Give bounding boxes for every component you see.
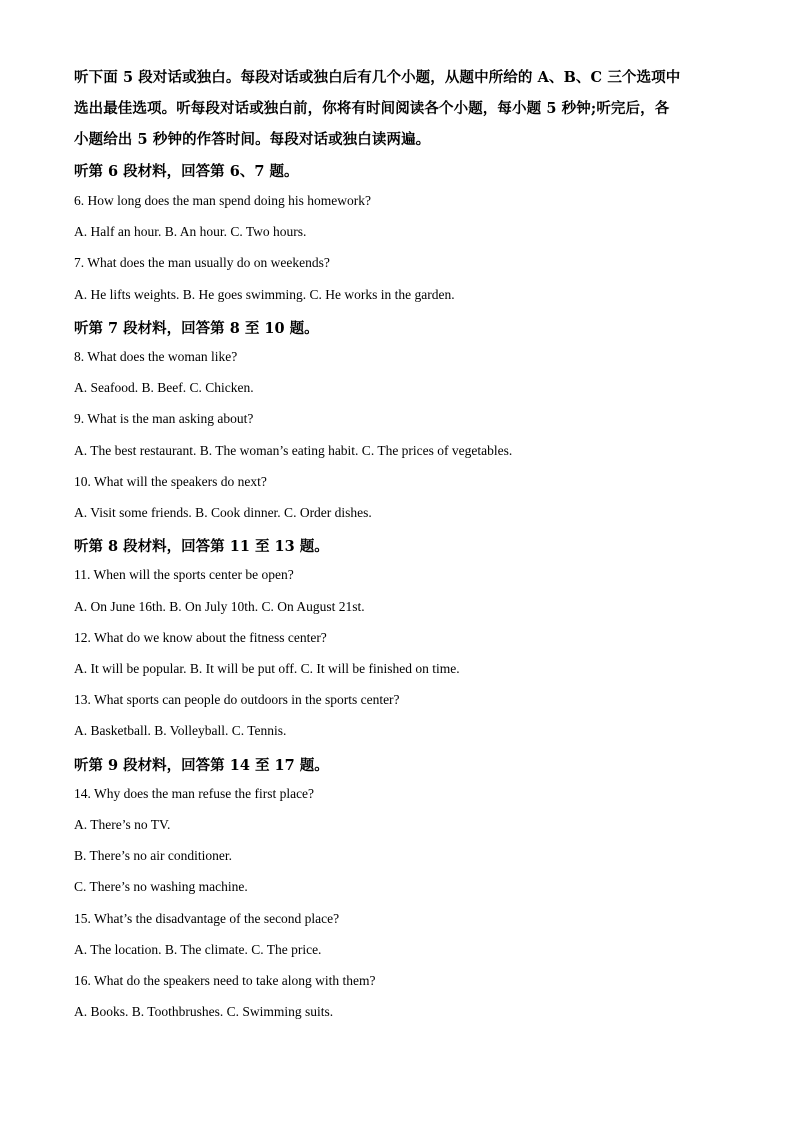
options-10: A. Visit some friends. B. Cook dinner. C. Order dishes. (74, 505, 372, 520)
question-8: 8. What does the woman like? (74, 349, 238, 364)
options-7: A. He lifts weights. B. He goes swimming. C. He works in the garden. (74, 287, 455, 302)
section-heading-6: 听第 6 段材料，回答第 6、7 题。 (74, 163, 299, 180)
question-10: 10. What will the speakers do next? (74, 474, 267, 489)
options-16: A. Books. B. Toothbrushes. C. Swimming suits. (74, 1004, 334, 1019)
section-heading-8: 听第 8 段材料，回答第 11 至 13 题。 (74, 538, 329, 555)
option-14-a: A. There’s no TV. (74, 817, 171, 832)
question-13: 13. What sports can people do outdoors in the sports center? (74, 692, 400, 707)
options-15: A. The location. B. The climate. C. The price. (74, 942, 322, 957)
question-15: 15. What’s the disadvantage of the second place? (74, 911, 340, 926)
question-12: 12. What do we know about the fitness center? (74, 630, 327, 645)
option-14-c: C. There’s no washing machine. (74, 879, 248, 894)
options-12: A. It will be popular. B. It will be put off. C. It will be finished on time. (74, 661, 460, 676)
options-9: A. The best restaurant. B. The woman’s eating habit. C. The prices of vegetables. (74, 443, 513, 458)
options-11: A. On June 16th. B. On July 10th. C. On August 21st. (74, 599, 365, 614)
instructions-line-1: 听下面 5 段对话或独白。每段对话或独白后有几个小题，从题中所给的 A、B、C 三个选项中 (74, 69, 681, 86)
section-heading-7: 听第 7 段材料，回答第 8 至 10 题。 (74, 320, 319, 337)
instructions-line-2: 选出最佳选项。听每段对话或独白前，你将有时间阅读各个小题，每小题 5 秒钟;听完后，各 (74, 100, 670, 117)
instructions-line-3: 小题给出 5 秒钟的作答时间。每段对话或独白读两遍。 (74, 131, 431, 148)
options-8: A. Seafood. B. Beef. C. Chicken. (74, 380, 254, 395)
question-11: 11. When will the sports center be open? (74, 567, 294, 582)
question-14: 14. Why does the man refuse the first place? (74, 786, 315, 801)
options-6: A. Half an hour. B. An hour. C. Two hours. (74, 224, 307, 239)
question-6: 6. How long does the man spend doing his homework? (74, 193, 371, 208)
option-14-b: B. There’s no air conditioner. (74, 848, 232, 863)
section-heading-9: 听第 9 段材料，回答第 14 至 17 题。 (74, 757, 329, 774)
question-9: 9. What is the man asking about? (74, 411, 254, 426)
options-13: A. Basketball. B. Volleyball. C. Tennis. (74, 723, 287, 738)
question-7: 7. What does the man usually do on weekends? (74, 255, 330, 270)
question-16: 16. What do the speakers need to take along with them? (74, 973, 376, 988)
